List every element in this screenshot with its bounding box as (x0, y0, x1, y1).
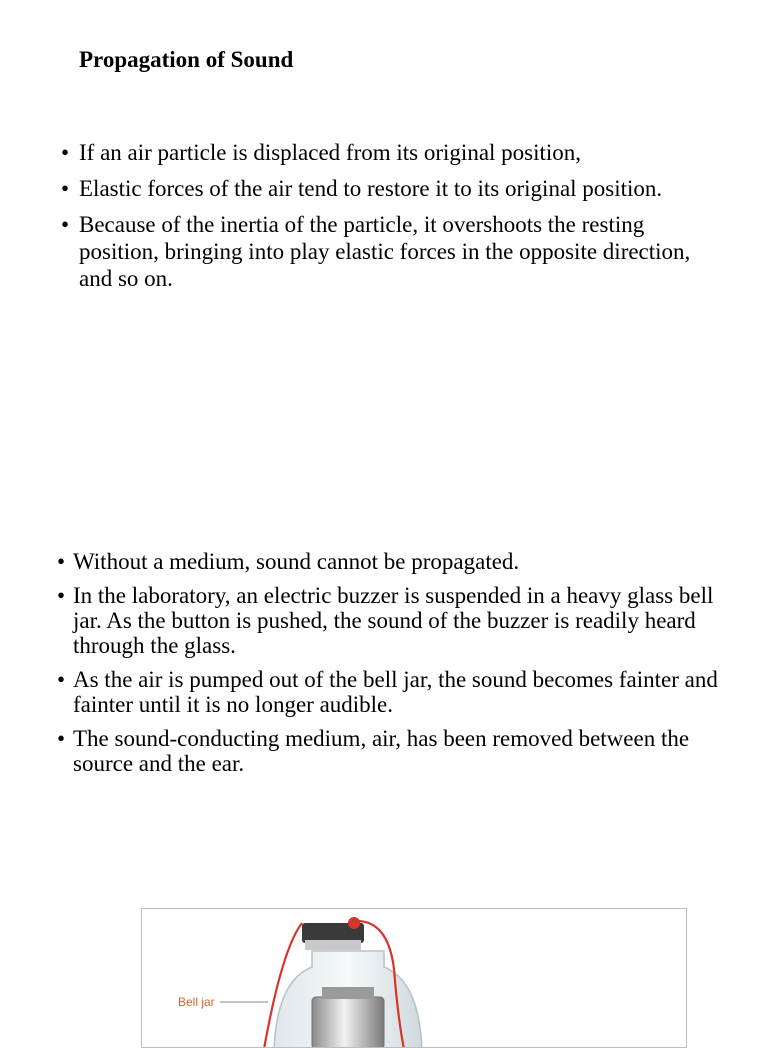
list-item-text: Elastic forces of the air tend to restore it to its original position. (79, 176, 663, 201)
list-item-text: The sound-conducting medium, air, has been removed between the source and the ear. (73, 726, 690, 776)
bullet-icon: • (61, 176, 70, 201)
list-item-text: As the air is pumped out of the bell jar, the sound becomes fainter and fainter until it is no longer audible. (73, 667, 718, 717)
page-title: Propagation of Sound (79, 47, 294, 72)
list-item (57, 549, 733, 574)
bullet-icon: • (57, 549, 66, 574)
bullet-list-medium (57, 549, 733, 785)
list-item (61, 139, 729, 166)
bell-jar-figure (141, 908, 687, 1048)
bullet-icon: • (61, 212, 70, 237)
list-item (61, 211, 729, 292)
list-item-text: If an air particle is displaced from its original position, (79, 140, 582, 165)
list-item (57, 583, 733, 658)
list-item-text: Without a medium, sound cannot be propagated. (73, 549, 520, 574)
bullet-icon: • (61, 140, 70, 165)
bell-jar-label: Bell jar (178, 995, 215, 1009)
buzzer (312, 997, 384, 1048)
bullet-list-displacement (61, 139, 729, 301)
bullet-icon: • (57, 583, 66, 608)
list-item (57, 667, 733, 717)
list-item (61, 175, 729, 202)
list-item-text: In the laboratory, an electric buzzer is suspended in a heavy glass bell jar. As the button is pushed, the sound of the buzzer is readily heard through the glass. (73, 583, 714, 658)
bullet-icon: • (57, 667, 66, 692)
bell-jar-illustration (142, 909, 687, 1048)
list-item (57, 726, 733, 776)
list-item-text: Because of the inertia of the particle, it overshoots the resting position, bringing into play elastic forces in the opposite direction, and so on. (79, 212, 691, 291)
bullet-icon: • (57, 726, 66, 751)
